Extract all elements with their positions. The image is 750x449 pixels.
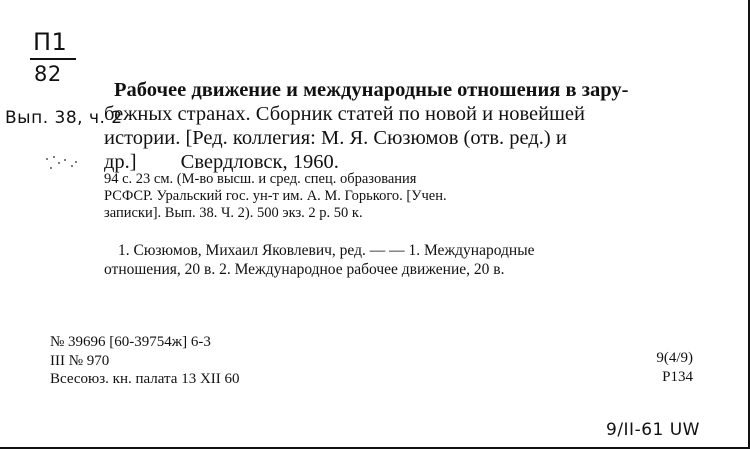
registry-series: III № 970	[50, 352, 110, 369]
title-line-1: Рабочее движение и международные отношения в зару-	[114, 79, 629, 101]
bibliographic-title	[104, 78, 700, 174]
collation-line-2: РСФСР. Уральский гос. ун-т им. А. М. Горького. [Учен.	[104, 188, 447, 204]
collation-line-1: 94 с. 23 см. (М-во высш. и сред. спец. образования	[104, 171, 417, 187]
ink-smudge	[44, 155, 80, 173]
shelf-mark-bottom: 82	[34, 62, 62, 86]
registry-number: № 39696 [60-39754ж] 6-3	[50, 334, 211, 350]
title-line-3: истории. [Ред. коллегия: М. Я. Сюзюмов (отв. ред.) и	[104, 127, 567, 149]
imprint: Свердловск, 1960.	[180, 151, 339, 173]
collation-note	[104, 171, 696, 222]
tracing-line-2: отношения, 20 в. 2. Международное рабочее движение, 20 в.	[104, 261, 505, 278]
tracing-line-1: 1. Сюзюмов, Михаил Яковлевич, ред. — — 1. Международные	[118, 242, 535, 259]
volume-note: Вып. 38, ч. 2	[5, 108, 123, 128]
registry-chamber: Всесоюз. кн. палата 13 XII 60	[50, 371, 240, 387]
classification-codes	[656, 349, 693, 386]
collation-line-3: записки]. Вып. 38. Ч. 2). 500 экз. 2 р. 50 к.	[104, 205, 363, 221]
shelf-mark-top: П1	[33, 28, 68, 56]
editors-continuation: др.]	[104, 151, 137, 173]
author-mark: Р134	[662, 368, 693, 385]
classification-code: 9(4/9)	[656, 350, 693, 366]
registry-info	[50, 333, 240, 389]
shelf-mark-divider	[30, 58, 76, 60]
subject-tracings	[104, 241, 698, 279]
title-line-2: бежных странах. Сборник статей по новой и новейшей	[104, 103, 585, 125]
handwritten-date-note: 9/II-61 UW	[606, 420, 700, 440]
